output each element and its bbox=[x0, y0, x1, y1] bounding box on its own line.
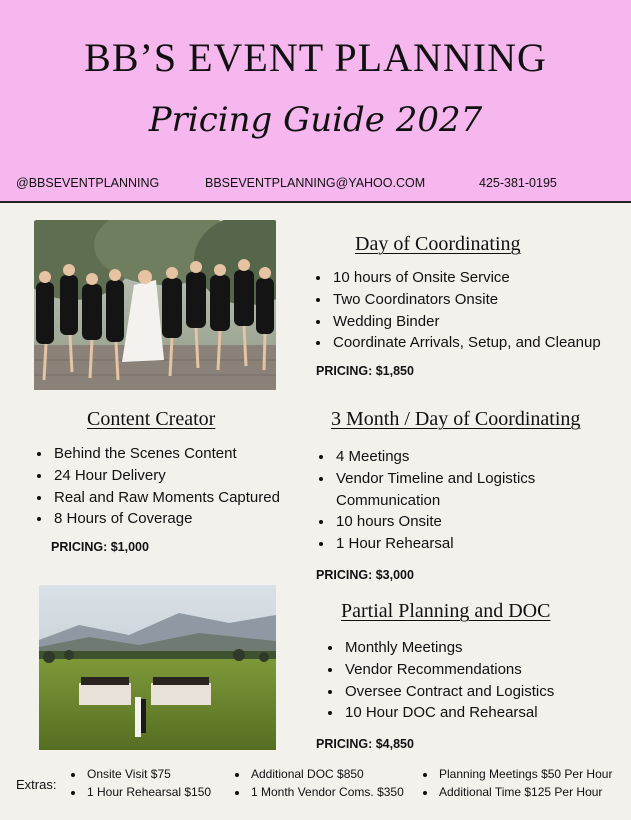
list-item: • Additional Time $125 Per Hour bbox=[437, 784, 612, 802]
day-of-coordinating-price: PRICING: $1,850 bbox=[316, 364, 414, 378]
three-month-price: PRICING: $3,000 bbox=[316, 568, 414, 582]
content-creator-list bbox=[33, 443, 322, 530]
list-item: • Wedding Binder bbox=[331, 311, 631, 333]
day-of-coordinating-title: Day of Coordinating bbox=[355, 233, 521, 255]
three-month-title: 3 Month / Day of Coordinating bbox=[331, 408, 581, 430]
list-item: • Vendor Timeline and Logistics Communication bbox=[334, 468, 574, 512]
list-item: • Additional DOC $850 bbox=[249, 766, 404, 784]
content-creator-price: PRICING: $1,000 bbox=[51, 540, 149, 554]
extras-list-3 bbox=[422, 766, 612, 801]
brand-title: BB’S EVENT PLANNING bbox=[84, 35, 547, 80]
list-item: • Two Coordinators Onsite bbox=[331, 289, 631, 311]
instagram-handle: @BBSEVENTPLANNING bbox=[16, 176, 160, 190]
partial-planning-title: Partial Planning and DOC bbox=[341, 600, 551, 622]
extras-list-2 bbox=[234, 766, 404, 801]
outdoor-ceremony-photo bbox=[39, 585, 276, 750]
list-item: • 1 Month Vendor Coms. $350 bbox=[249, 784, 404, 802]
list-item: • Coordinate Arrivals, Setup, and Cleanup bbox=[331, 332, 631, 354]
list-item: • 8 Hours of Coverage bbox=[52, 508, 322, 530]
bridal-party-photo bbox=[34, 220, 276, 390]
partial-planning-price: PRICING: $4,850 bbox=[316, 737, 414, 751]
list-item: • 10 Hour DOC and Rehearsal bbox=[343, 702, 603, 724]
partial-planning-list bbox=[324, 637, 603, 724]
list-item: • 10 hours Onsite bbox=[334, 511, 574, 533]
list-item: • Vendor Recommendations bbox=[343, 659, 603, 681]
phone-number: 425-381-0195 bbox=[479, 176, 557, 190]
day-of-coordinating-list bbox=[312, 267, 631, 354]
extras-label: Extras: bbox=[16, 777, 57, 792]
list-item: • 4 Meetings bbox=[334, 446, 574, 468]
email-address: BBSEVENTPLANNING@YAHOO.COM bbox=[205, 176, 426, 190]
pricing-guide-subtitle: Pricing Guide 2027 bbox=[148, 100, 483, 140]
header-banner bbox=[0, 0, 631, 203]
list-item: • Monthly Meetings bbox=[343, 637, 603, 659]
list-item: • 1 Hour Rehearsal bbox=[334, 533, 574, 555]
extras-list-1 bbox=[70, 766, 211, 801]
list-item: • 24 Hour Delivery bbox=[52, 465, 322, 487]
list-item: • 10 hours of Onsite Service bbox=[331, 267, 631, 289]
three-month-list bbox=[315, 446, 574, 555]
list-item: • Behind the Scenes Content bbox=[52, 443, 322, 465]
list-item: • Onsite Visit $75 bbox=[85, 766, 211, 784]
list-item: • Real and Raw Moments Captured bbox=[52, 487, 322, 509]
list-item: • Planning Meetings $50 Per Hour bbox=[437, 766, 612, 784]
list-item: • Oversee Contract and Logistics bbox=[343, 681, 603, 703]
list-item: • 1 Hour Rehearsal $150 bbox=[85, 784, 211, 802]
content-creator-title: Content Creator bbox=[87, 408, 216, 430]
